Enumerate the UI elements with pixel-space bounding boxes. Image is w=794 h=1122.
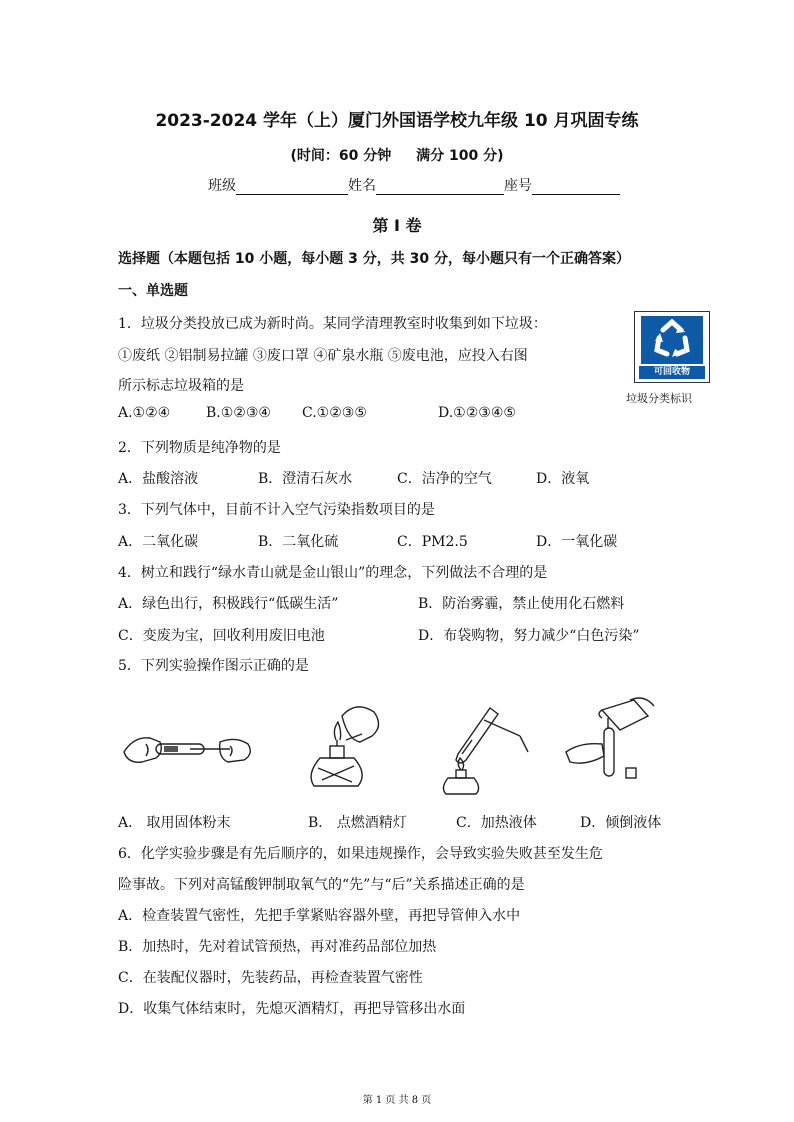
question-2-option-c: C．洁净的空气 — [397, 471, 492, 487]
question-6-option-c: C．在装配仪器时，先装药品，再检查装置气密性 — [118, 970, 423, 986]
section-intro: 选择题（本题包括 10 小题，每小题 3 分，共 30 分，每小题只有一个正确答案） — [118, 251, 630, 267]
time-limit: (时间：60 分钟 — [290, 148, 392, 164]
question-6-option-b: B．加热时，先对着试管预热，再对准药品部位加热 — [118, 939, 437, 955]
question-1-option-c: C.①②③⑤ — [302, 405, 367, 421]
figure-d-pouring-liquid-icon — [564, 696, 660, 788]
question-5-stem: 5．下列实验操作图示正确的是 — [118, 658, 309, 674]
question-6-option-d: D．收集气体结束时，先熄灭酒精灯，再把导管移出水面 — [118, 1001, 466, 1017]
full-score: 满分 100 分) — [416, 148, 504, 164]
recycle-logo — [634, 311, 710, 383]
question-5-option-d: D．倾倒液体 — [580, 815, 662, 831]
question-2-option-b: B．澄清石灰水 — [258, 471, 353, 487]
question-2-option-a: A．盐酸溶液 — [118, 471, 199, 487]
name-label: 姓名 — [348, 178, 376, 194]
question-2-stem: 2．下列物质是纯净物的是 — [118, 440, 281, 456]
section-heading: 一、单选题 — [118, 283, 188, 299]
question-4-option-d: D．布袋购物，努力减少“白色污染” — [418, 628, 640, 644]
question-5-option-b: B． 点燃酒精灯 — [308, 815, 407, 831]
question-2-option-d: D．液氧 — [536, 471, 590, 487]
question-1-line-1: 1．垃圾分类投放已成为新时尚。某同学清理教室时收集到如下垃圾： — [118, 316, 547, 332]
question-5-option-c: C．加热液体 — [456, 815, 537, 831]
question-4-stem: 4．树立和践行“绿水青山就是金山银山”的理念，下列做法不合理的是 — [118, 565, 548, 581]
question-6-line-1: 6．化学实验步骤是有先后顺序的，如果违规操作，会导致实验失败甚至发生危 — [118, 846, 603, 862]
name-field[interactable] — [376, 178, 504, 195]
exam-subtitle — [0, 145, 794, 165]
page-footer: 第 1 页 共 8 页 — [362, 1095, 432, 1106]
question-1-line-2: ①废纸 ②铝制易拉罐 ③废口罩 ④矿泉水瓶 ⑤废电池，应投入右图 — [118, 348, 528, 364]
volume-heading: 第 I 卷 — [372, 216, 422, 235]
question-5-option-a: A． 取用固体粉末 — [118, 815, 231, 831]
question-1-option-a: A.①②④ — [118, 405, 171, 421]
recycle-logo-label: 可回收物 — [639, 366, 705, 379]
figure-c-heating-liquid-icon — [436, 700, 532, 796]
figure-a-powder-icon — [120, 718, 256, 780]
student-info-row — [208, 175, 620, 195]
seat-field[interactable] — [532, 178, 620, 195]
question-3-option-b: B．二氧化硫 — [258, 534, 339, 550]
exam-title: 2023-2024 学年（上）厦门外国语学校九年级 10 月巩固专练 — [155, 111, 639, 131]
question-3-option-a: A．二氧化碳 — [118, 534, 199, 550]
question-6-line-2: 险事故。下列对高锰酸钾制取氧气的“先”与“后”关系描述正确的是 — [118, 877, 525, 893]
class-field[interactable] — [236, 178, 348, 195]
question-1-line-3: 所示标志垃圾箱的是 — [118, 378, 244, 394]
question-6-option-a: A．检查装置气密性，先把手掌紧贴容器外壁，再把导管伸入水中 — [118, 908, 521, 924]
seat-label: 座号 — [504, 178, 532, 194]
question-4-option-c: C．变废为宝，回收利用废旧电池 — [118, 628, 325, 644]
question-3-stem: 3．下列气体中，目前不计入空气污染指数项目的是 — [118, 502, 435, 518]
figure-b-alcohol-lamp-icon — [302, 696, 390, 794]
question-4-option-b: B．防治雾霾，禁止使用化石燃料 — [418, 596, 625, 612]
recycle-logo-caption: 垃圾分类标识 — [626, 392, 692, 405]
recycle-icon — [641, 316, 703, 364]
question-1-option-b: B.①②③④ — [206, 405, 271, 421]
question-1-option-d: D.①②③④⑤ — [438, 405, 516, 421]
question-3-option-c: C．PM2.5 — [397, 534, 468, 550]
question-3-option-d: D．一氧化碳 — [536, 534, 618, 550]
question-4-option-a: A．绿色出行，积极践行“低碳生活” — [118, 596, 339, 612]
class-label: 班级 — [208, 178, 236, 194]
